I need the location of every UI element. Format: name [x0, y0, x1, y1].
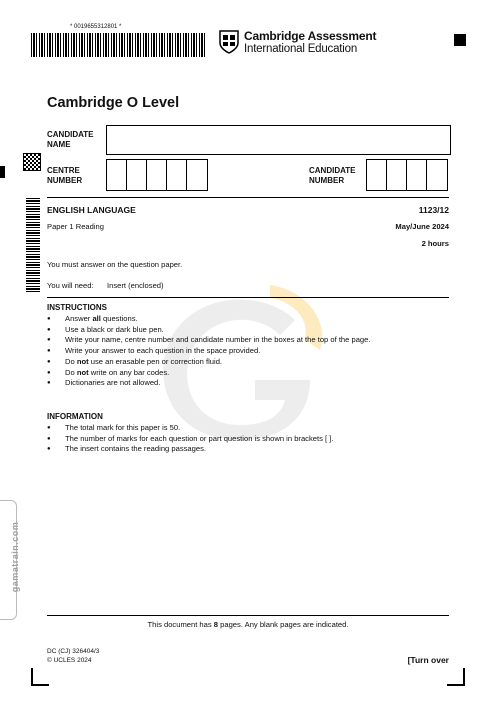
brand-line2: International Education [244, 43, 358, 55]
list-item: ● Use a black or dark blue pen. [47, 325, 447, 336]
list-item: ● The number of marks for each question or part question is shown in brackets [ ]. [47, 434, 447, 445]
answer-note: You must answer on the question paper. [47, 260, 183, 269]
list-item: ● Dictionaries are not allowed. [47, 378, 447, 389]
divider [47, 615, 449, 616]
divider [47, 197, 449, 198]
divider [47, 297, 449, 298]
instructions-heading: INSTRUCTIONS [47, 303, 107, 312]
list-item: ● Write your name, centre number and candidate number in the boxes at the top of the page. [47, 335, 447, 346]
barcode-number: * 0019655312801 * [70, 24, 122, 30]
page-title: Cambridge O Level [47, 95, 180, 111]
information-heading: INFORMATION [47, 412, 103, 421]
instructions-list [47, 314, 447, 389]
cambridge-shield-icon [219, 30, 239, 54]
you-will-need-value: Insert (enclosed) [107, 281, 164, 290]
list-item: ● The total mark for this paper is 50. [47, 423, 447, 434]
candidate-name-box[interactable] [106, 125, 451, 155]
crop-mark [447, 684, 465, 686]
information-list [47, 423, 447, 455]
exam-session: May/June 2024 [395, 222, 449, 231]
candidate-number-boxes[interactable] [366, 159, 448, 191]
subject-name: ENGLISH LANGUAGE [47, 205, 136, 215]
crop-mark [31, 684, 49, 686]
document-code: DC (CJ) 326404/3 [47, 648, 100, 655]
copyright: © UCLES 2024 [47, 657, 92, 664]
syllabus-code: 1123/12 [418, 205, 449, 215]
side-barcode [26, 196, 40, 292]
list-item: ● Do not use an erasable pen or correction fluid. [47, 357, 447, 368]
exam-duration: 2 hours [421, 239, 449, 248]
page-count-note: This document has 8 pages. Any blank pages are indicated. [147, 620, 349, 629]
paper-name: Paper 1 Reading [47, 222, 104, 231]
candidate-number-label: CANDIDATE NUMBER [309, 166, 356, 185]
watermark-text: gamatrain.com [10, 521, 20, 593]
list-item: ● Do not write on any bar codes. [47, 368, 447, 379]
list-item: ● Write your answer to each question in the space provided. [47, 346, 447, 357]
centre-number-boxes[interactable] [106, 159, 208, 191]
turn-over: [Turn over [407, 655, 449, 665]
registration-mark [454, 34, 466, 46]
qr-code [23, 153, 41, 171]
candidate-name-label: CANDIDATE NAME [47, 130, 94, 149]
side-mark [0, 166, 5, 178]
list-item: ● The insert contains the reading passages. [47, 444, 447, 455]
brand-line1: Cambridge Assessment [244, 29, 377, 43]
you-will-need-label: You will need: [47, 281, 94, 290]
centre-number-label: CENTRE NUMBER [47, 166, 83, 185]
top-barcode [31, 33, 207, 57]
list-item: ● Answer all questions. [47, 314, 447, 325]
